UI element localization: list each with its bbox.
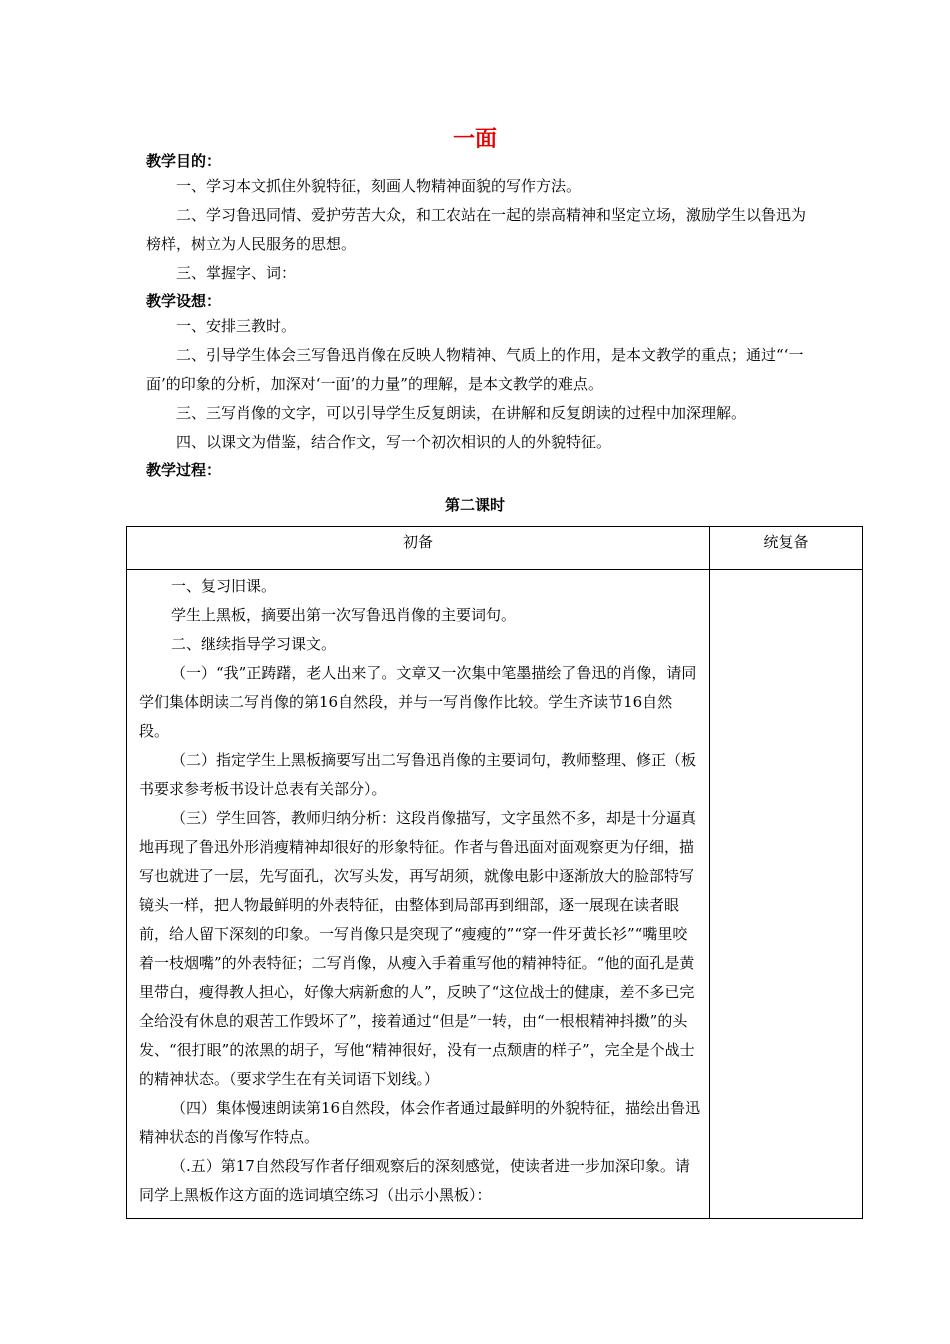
review-prep-cell <box>710 570 863 1219</box>
table-paragraph: 学生上黑板，摘要出第一次写鲁迅肖像的主要词句。 <box>171 606 517 624</box>
lesson-title: 第二课时 <box>444 496 505 514</box>
goals-heading: 教学目的： <box>146 152 222 170</box>
document-title: 一面 <box>452 127 497 152</box>
idea-item-3: 三、三写肖像的文字，可以引导学生反复朗读，在讲解和反复朗读的过程中加深理解。 <box>176 404 747 422</box>
idea-item-4: 四、以课文为借鉴，结合作文，写一个初次相识的人的外貌特征。 <box>176 433 612 451</box>
idea-item-1: 一、安排三教时。 <box>176 317 297 335</box>
table-row <box>127 570 863 1219</box>
table-paragraph: （三）学生回答，教师归纳分析：这段肖像描写，文字虽然不多，却是十分逼真地再现了鲁迅外形消瘦精神却很好的形象特征。作者与鲁迅面对面观察更为仔细，描写也就进了一层，先写面孔，次写头发，再写胡须，就像电影中逐渐放大的脸部特写镜头一样，把人物最鲜明的外表特征，由整体到局部再到细部，逐一展现在读者眼前，给人留下深刻的印象。一写肖像只是突现了“瘦瘦的”“穿一件牙黄长衫”“嘴里咬着一枝烟嘴”的外表特征；二写肖像，从瘦入手着重写他的精神特征。“他的面孔是黄里带白，瘦得教人担心，好像大病新愈的人”，反映了“这位战士的健康，差不多已完全给没有休息的艰苦工作毁坏了”，接着通过“但是”一转，由“一根根精神抖擞”的头发、“很打眼”的浓黑的胡子，写他“精神很好，没有一点颓唐的样子”，完全是个战士的精神状态。（要求学生在有关词语下划线。） <box>139 809 697 1088</box>
table-header-row <box>127 527 863 570</box>
table-paragraph: 二、继续指导学习课文。 <box>171 635 337 653</box>
goal-item-1: 一、学习本文抓住外貌特征，刻画人物精神面貌的写作方法。 <box>176 177 582 195</box>
lesson-plan-table <box>126 526 863 1219</box>
table-paragraph: （一）“我”正踌躇，老人出来了。文章又一次集中笔墨描绘了鲁迅的肖像，请同学们集体朗读二写肖像的第16自然段，并与一写肖像作比较。学生齐读节16自然段。 <box>139 664 697 740</box>
initial-prep-cell <box>127 570 710 1219</box>
header-initial-prep: 初备 <box>127 527 710 570</box>
goal-item-2: 二、学习鲁迅同情、爱护劳苦大众，和工农站在一起的崇高精神和坚定立场，激励学生以鲁迅为榜样，树立为人民服务的思想。 <box>146 206 807 253</box>
table-paragraph: （四）集体慢速朗读第16自然段，体会作者通过最鲜明的外貌特征，描绘出鲁迅精神状态的肖像写作特点。 <box>139 1099 701 1146</box>
ideas-heading: 教学设想： <box>146 292 222 310</box>
table-paragraph: 一、复习旧课。 <box>171 577 277 595</box>
process-heading: 教学过程： <box>146 461 222 479</box>
table-paragraph: （二）指定学生上黑板摘要写出二写鲁迅肖像的主要词句，教师整理、修正（板书要求参考板书设计总表有关部分）。 <box>139 751 697 798</box>
goal-item-3: 三、掌握字、词： <box>176 264 297 282</box>
table-paragraph: （.五）第17自然段写作者仔细观察后的深刻感觉，使读者进一步加深印象。请同学上黑板作这方面的选词填空练习（出示小黑板）： <box>139 1157 690 1204</box>
idea-item-2: 二、引导学生体会三写鲁迅肖像在反映人物精神、气质上的作用，是本文教学的重点；通过“‘一面’的印象的分析，加深对‘一面’的力量”的理解，是本文教学的难点。 <box>146 346 804 393</box>
header-review-prep: 统复备 <box>710 527 863 570</box>
